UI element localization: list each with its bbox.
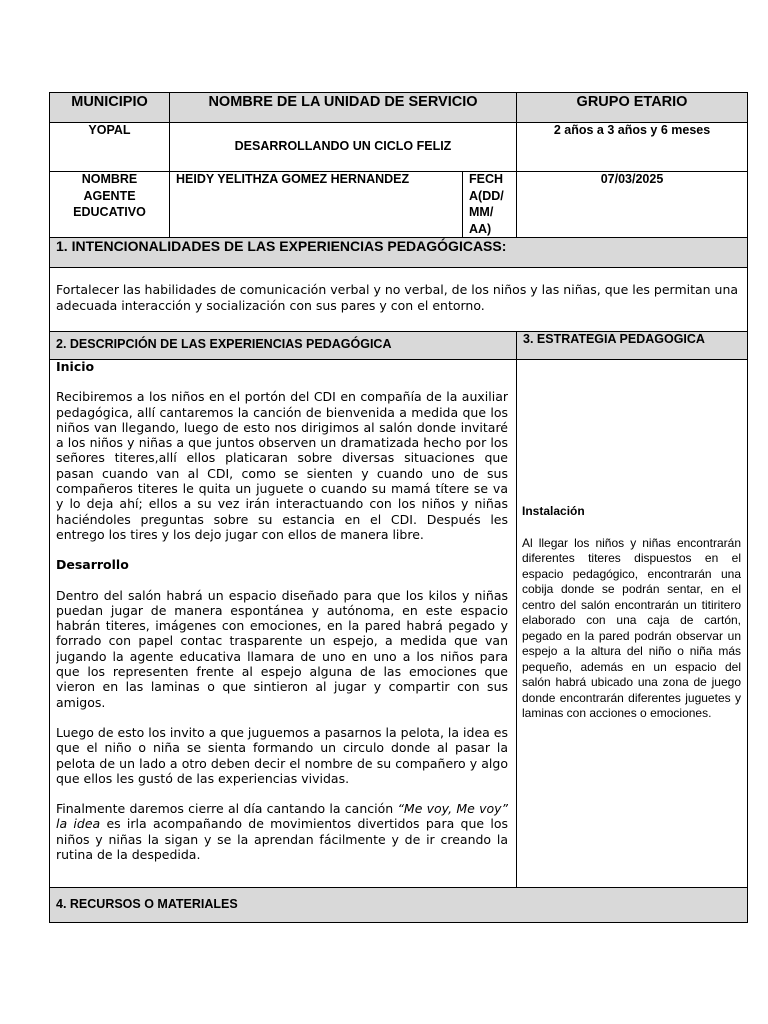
rule xyxy=(516,331,517,887)
instalacion-paragraph: Al llegar los niños y niñas encontrarán diferentes titeres dispuestos en el espacio pedagógico, encontrarán una cobija donde se podrán sentar, en el centro del salón encontrarán un titiritero elaborado con una caja de cartón, pegado en la pared podrán observar un espejo a la altura del niño o niña más pequeño, además en un espacio del salón habrá ubicado una zona de juego donde encontrarán diferentes juguetes y laminas con acciones o emociones. xyxy=(522,535,741,720)
agente-label xyxy=(50,171,169,221)
agente-label-line: EDUCATIVO xyxy=(73,205,146,219)
fecha-label-line: A(DD/ xyxy=(469,188,504,203)
rule xyxy=(49,267,748,268)
song-title: “Me voy, Me voy” la idea xyxy=(56,801,508,832)
instalacion-heading: Instalación xyxy=(522,504,585,518)
agente-value: HEIDY YELITHZA GOMEZ HERNANDEZ xyxy=(176,172,410,186)
rule xyxy=(747,92,748,923)
section4-title: 4. RECURSOS O MATERIALES xyxy=(56,897,238,911)
section1-title: 1. INTENCIONALIDADES DE LAS EXPERIENCIAS PEDAGÓGICASS: xyxy=(56,238,507,254)
final-paragraph xyxy=(56,801,508,862)
desarrollo-paragraph: Dentro del salón habrá un espacio diseñado para que los kilos y niñas puedan jugar de manera espontánea y autónoma, en este espacio habrán titeres, imágenes con emociones, en la pared habrá pegado y forrado con papel contac trasparente un espejo, a medida que van jugando la agente educativa llamara de uno en uno a los niños para que los representen frente al espejo alguna de las emociones que vieron en las laminas o que sintieron al jugar y compartir con sus amigos. xyxy=(56,587,508,710)
fecha-label-line: FECH xyxy=(469,172,504,186)
agente-label-line: AGENTE xyxy=(83,188,136,203)
municipio-label: MUNICIPIO xyxy=(71,94,148,110)
final-text-end: es irla acompañando de movimientos divertidos para que los niños y niñas la sigan y se la aprendan fácilmente y de ir creando la rutina de la despedida. xyxy=(56,816,508,863)
fecha-label-line: MM/ xyxy=(469,205,494,219)
grupo-etario-label: GRUPO ETARIO xyxy=(576,94,688,110)
unidad-value: DESARROLLANDO UN CICLO FELIZ xyxy=(234,139,452,153)
rule xyxy=(49,887,748,888)
inicio-heading: Inicio xyxy=(56,359,95,374)
desarrollo-heading: Desarrollo xyxy=(56,557,129,573)
section2-body xyxy=(56,359,508,885)
section3-title: 3. ESTRATEGIA PEDAGOGICA xyxy=(523,332,705,346)
municipio-value: YOPAL xyxy=(88,123,131,137)
fecha-label-line: AA) xyxy=(469,221,492,236)
inicio-paragraph: Recibiremos a los niños en el portón del CDI en compañía de la auxiliar pedagógica, allí cantaremos la canción de bienvenida a medida que los niños van llegando, luego de esto nos dirigimos al salón donde invitaré a los niños y niñas a que juntos observen un dramatizada hecho por los señores titeres,allí ellos platicaran sobre diversas situaciones que pasan cuando van al CDI, como se sienten y cuando uno de sus compañeros titeres le quita un juguete o cuando su mamá títere se va y lo deja ahí; ellos a su vez irán interactuando con los niños y niñas haciéndoles preguntas sobre su estancia en el CDI. Después les entrego los tires y los dejo jugar con ellos de manera libre. xyxy=(56,389,508,542)
grupo-etario-value: 2 años a 3 años y 6 meses xyxy=(553,123,711,137)
agente-label-line: NOMBRE xyxy=(81,172,138,186)
rule xyxy=(49,922,748,923)
section1-text: Fortalecer las habilidades de comunicación verbal y no verbal, de los niños y las niñas, que les permitan una adecuada interacción y socialización con sus pares y con el entorno. xyxy=(56,282,739,313)
unidad-label: NOMBRE DE LA UNIDAD DE SERVICIO xyxy=(208,94,478,110)
rule xyxy=(462,171,463,237)
luego-paragraph: Luego de esto los invito a que juguemos a pasarnos la pelota, la idea es que el niño o niña se sienta formando un circulo donde al pasar la pelota de un lado a otro deben decir el nombre de su compañero y algo que ellos les gustó de las experiencias vividas. xyxy=(56,724,508,786)
section2-title: 2. DESCRIPCIÓN DE LAS EXPERIENCIAS PEDAGÓGICA xyxy=(56,337,392,351)
fecha-value: 07/03/2025 xyxy=(600,172,664,186)
fecha-label xyxy=(469,171,515,237)
final-text-start: Finalmente daremos cierre al día cantando la canción xyxy=(56,801,398,817)
section3-body xyxy=(522,504,741,722)
